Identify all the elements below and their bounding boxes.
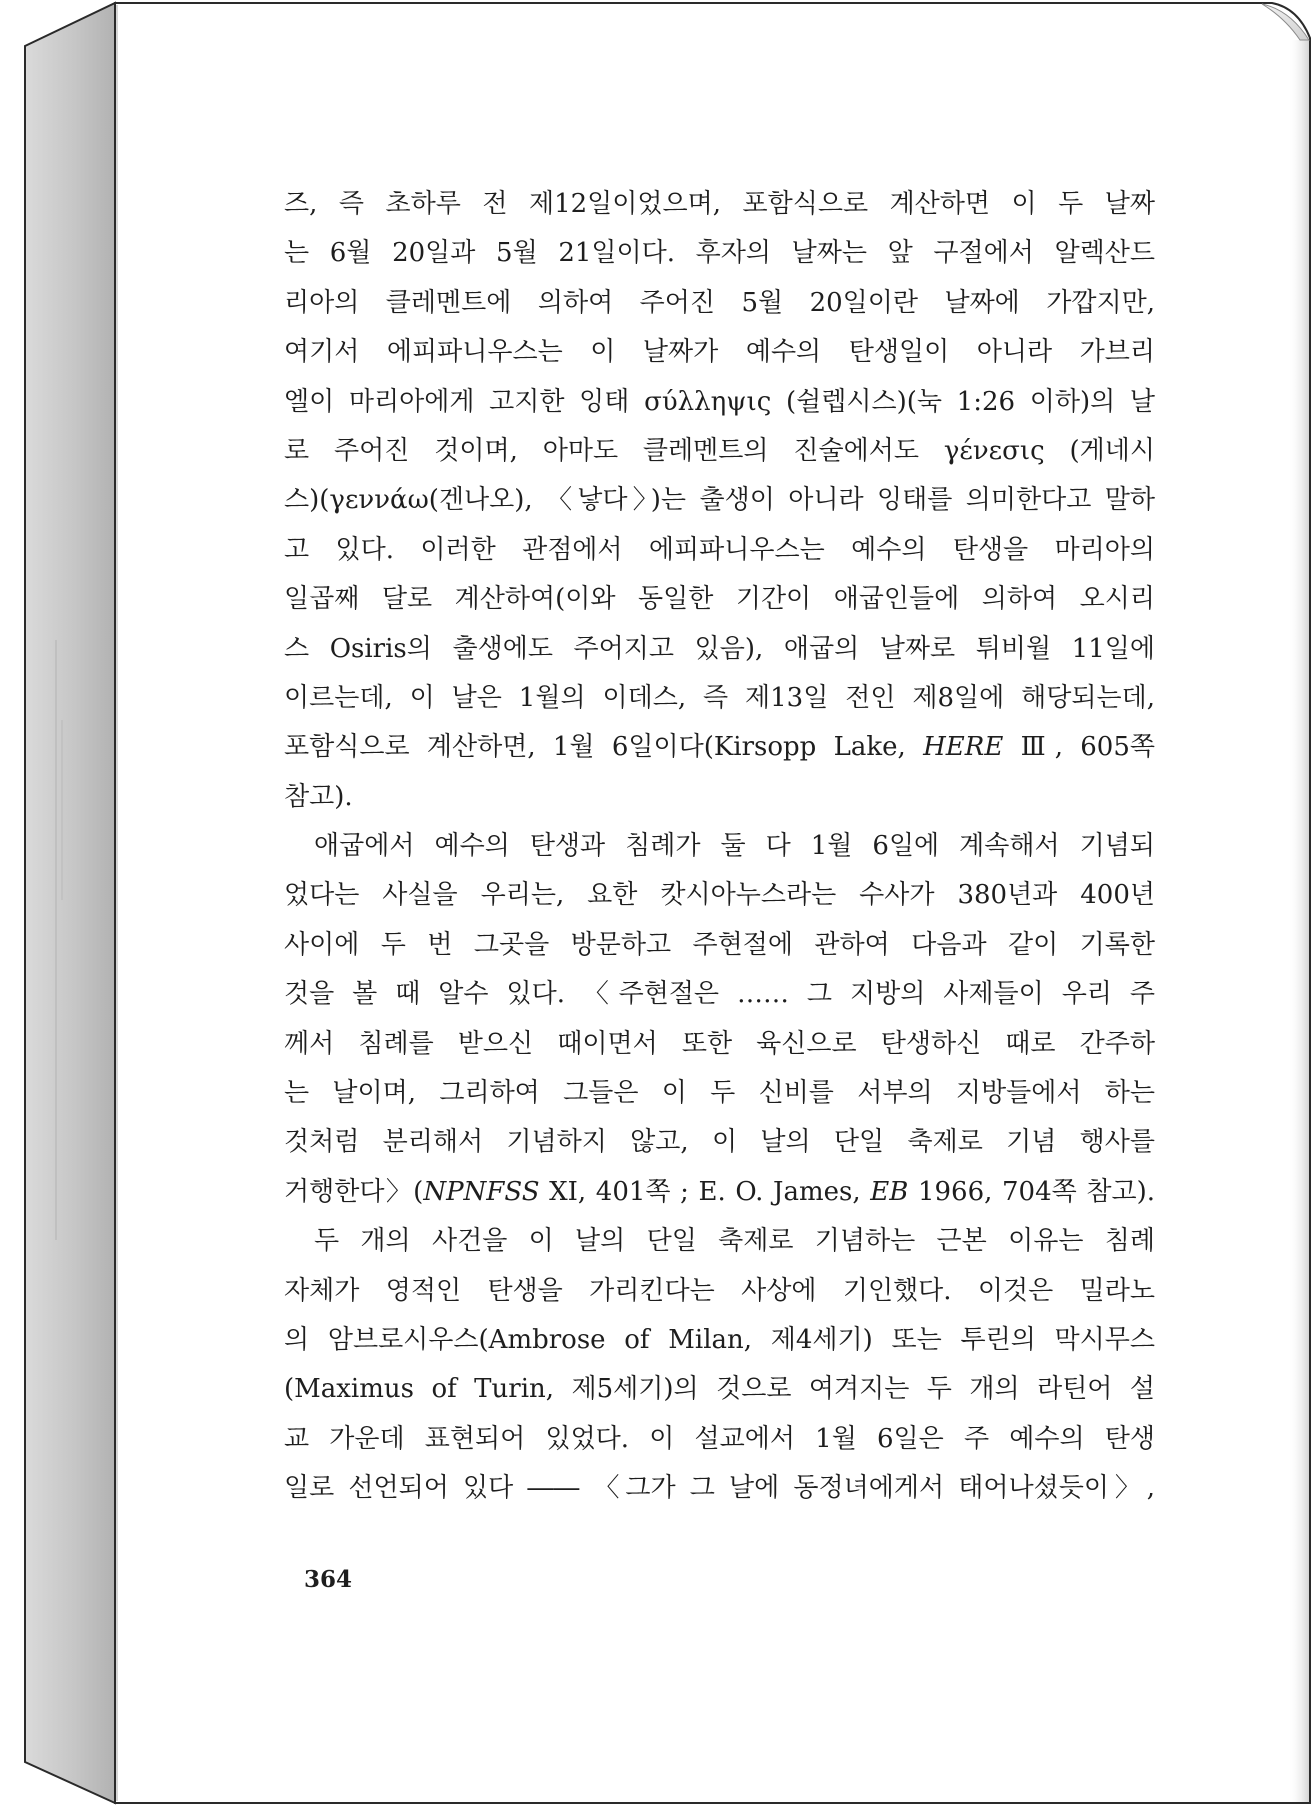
text-line	[284, 723, 1155, 772]
text-line	[284, 378, 1155, 427]
text-line	[284, 1168, 1155, 1217]
text-line	[284, 1365, 1155, 1414]
line-text: 것처럼 분리해서 기념하지 않고, 이 날의 단일 축제로 기념 행사를	[284, 1127, 1155, 1158]
text-line	[284, 773, 1155, 822]
line-text: 포함식으로 계산하면, 1월 6일이다(Kirsopp Lake,	[284, 732, 924, 763]
text-line	[284, 476, 1155, 525]
line-text: 사이에 두 번 그곳을 방문하고 주현절에 관하여 다음과 같이 기록한	[284, 929, 1155, 960]
line-text: 리아의 클레멘트에 의하여 주어진 5월 20일이란 날짜에 가깝지만,	[284, 287, 1155, 318]
text-line	[284, 1464, 1155, 1513]
line-text: 여기서 에피파니우스는 이 날짜가 예수의 탄생일이 아니라 가브리	[284, 337, 1155, 368]
line-text: 자체가 영적인 탄생을 가리킨다는 사상에 기인했다. 이것은 밀라노	[284, 1275, 1155, 1306]
text-line	[284, 229, 1155, 278]
line-text: 것을 볼 때 알수 있다. 〈주현절은 …… 그 지방의 사제들이 우리 주	[284, 979, 1155, 1010]
italic-text: EB	[870, 1176, 909, 1207]
line-text: 는 날이며, 그리하여 그들은 이 두 신비를 서부의 지방들에서 하는	[284, 1078, 1155, 1109]
line-text: (Maximus of Turin, 제5세기)의 것으로 여겨지는 두 개의 라틴어 설	[284, 1374, 1155, 1405]
line-text: 일로 선언되어 있다 ―― 〈그가 그 날에 동정녀에게서 태어나셨듯이〉,	[284, 1473, 1155, 1504]
line-text: 교 가운데 표현되어 있었다. 이 설교에서 1월 6일은 주 예수의 탄생	[284, 1423, 1155, 1454]
italic-text: NPNFSS	[423, 1176, 540, 1207]
line-text: 께서 침례를 받으신 때이면서 또한 육신으로 탄생하신 때로 간주하	[284, 1028, 1155, 1059]
text-line	[284, 1020, 1155, 1069]
text-line	[284, 526, 1155, 575]
line-text: 거행한다〉(	[284, 1176, 424, 1207]
line-text: 엘이 마리아에게 고지한 잉태 σύλληψις (쉴렙시스)(눅 1:26 이하)의 날	[284, 386, 1155, 417]
paragraph	[284, 180, 1155, 822]
line-text: 애굽에서 예수의 탄생과 침례가 둘 다 1월 6일에 계속해서 기념되	[314, 831, 1155, 862]
text-line	[284, 328, 1155, 377]
line-text: XI, 401쪽 ; E. O. James,	[539, 1176, 871, 1207]
line-text: 는 6월 20일과 5월 21일이다. 후자의 날짜는 앞 구절에서 알렉산드	[284, 238, 1155, 269]
line-text: 의 암브로시우스(Ambrose of Milan, 제4세기) 또는 투린의 막시무스	[284, 1324, 1155, 1355]
line-text: 로 주어진 것이며, 아마도 클레멘트의 진술에서도 γένεσις (게네시	[284, 435, 1155, 466]
line-text: Ⅲ, 605쪽	[1003, 732, 1156, 763]
line-text: 참고).	[284, 781, 353, 812]
page-edge-shadow	[1288, 40, 1309, 1802]
text-line	[284, 427, 1155, 476]
text-line	[284, 1069, 1155, 1118]
text-line	[284, 180, 1155, 229]
text-line	[284, 1217, 1155, 1266]
text-line	[284, 970, 1155, 1019]
text-line	[284, 1118, 1155, 1167]
paragraph	[284, 1217, 1155, 1513]
text-line	[284, 921, 1155, 970]
line-text: 었다는 사실을 우리는, 요한 캇시아누스라는 수사가 380년과 400년	[284, 880, 1155, 911]
line-text: 스)(γεννάω(겐나오), 〈낳다〉)는 출생이 아니라 잉태를 의미한다고 말하	[284, 485, 1155, 516]
text-line	[284, 575, 1155, 624]
text-line	[284, 1267, 1155, 1316]
line-text: 이르는데, 이 날은 1월의 이데스, 즉 제13일 전인 제8일에 해당되는데,	[284, 682, 1155, 713]
book-spine	[25, 3, 115, 1803]
line-text: 일곱째 달로 계산하여(이와 동일한 기간이 애굽인들에 의하여 오시리	[284, 584, 1155, 615]
text-line	[284, 279, 1155, 328]
text-line	[284, 822, 1155, 871]
page-number: 364	[304, 1566, 353, 1593]
italic-text: HERE	[923, 732, 1004, 763]
text-line	[284, 871, 1155, 920]
line-text: 두 개의 사건을 이 날의 단일 축제로 기념하는 근본 이유는 침례	[314, 1226, 1155, 1257]
line-text: 스 Osiris의 출생에도 주어지고 있음), 애굽의 날짜로 튀비월 11일에	[284, 633, 1155, 664]
page-body-text	[284, 180, 1155, 1514]
text-line	[284, 625, 1155, 674]
text-line	[284, 1415, 1155, 1464]
paragraph	[284, 822, 1155, 1217]
line-text: 고 있다. 이러한 관점에서 에피파니우스는 예수의 탄생을 마리아의	[284, 534, 1155, 565]
text-line	[284, 674, 1155, 723]
line-text: 1966, 704쪽 참고).	[908, 1176, 1156, 1207]
line-text: 즈, 즉 초하루 전 제12일이었으며, 포함식으로 계산하면 이 두 날짜	[284, 189, 1155, 219]
text-line	[284, 1316, 1155, 1365]
